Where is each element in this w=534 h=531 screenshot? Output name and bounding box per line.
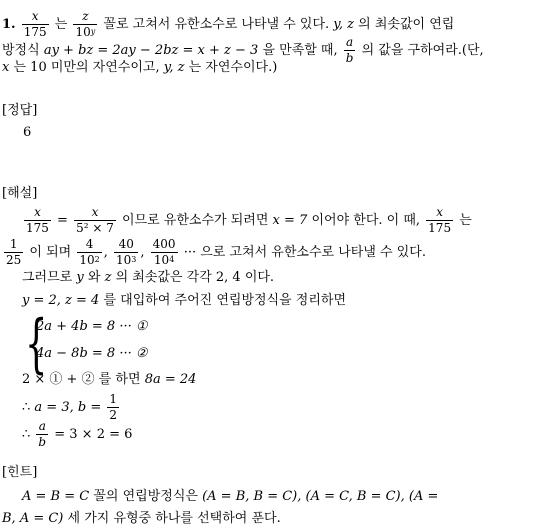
fraction-a-over-b: $\frac{a}{b}$ — [345, 35, 354, 65]
fraction-x-over-175: $\frac{x}{175}$ — [23, 9, 47, 39]
problem-line-1: 1. $\frac{x}{175}$ 는 $\frac{z}{10^y}$ 꼴로 고쳐서 유한소수로 나타낼 수 있다. y, z 의 최솟값이 연립 — [2, 9, 455, 39]
system-equation: ay + bz = 2ay − 2bz = x + z − 3 — [43, 43, 259, 58]
answer-value: 6 — [23, 125, 32, 140]
problem-number: 1. — [2, 17, 16, 32]
solution-line-2: $\frac{1}{25}$ 이 되며 $\frac{4}{10^2}$ , $\frac{40}{10^3}$ , $\frac{400}{10^4}$ ··· 으로 고쳐서 유한소수로 나타낼 수 있다. — [6, 237, 426, 267]
system-brace: { — [25, 307, 48, 381]
solution-line-7: ∴ $\frac{a}{b}$ = 3 × 2 = 6 — [22, 419, 133, 449]
problem-line-3: x 는 10 미만의 자연수이고, y, z 는 자연수이다.) — [2, 60, 278, 75]
system-eq-2: 4a − 8b = 8 ··· ② — [36, 346, 148, 361]
solution-label: [해설] — [2, 186, 38, 201]
hint-line-2: B, A = C) 세 가지 유형중 하나를 선택하여 푼다. — [2, 511, 281, 526]
solution-line-4: y = 2, z = 4 를 대입하여 주어진 연립방정식을 정리하면 — [22, 293, 347, 308]
answer-label: [정답] — [2, 103, 38, 118]
solution-line-6: ∴ a = 3, b = $\frac{1}{2}$ — [22, 392, 117, 422]
hint-line-1: A = B = C 꼴의 연립방정식은 (A = B, B = C), (A = C, B = C), (A = — [22, 489, 439, 504]
fraction-z-over-10y: $\frac{z}{10^y}$ — [75, 9, 96, 39]
solution-line-5: 2 × ① + ② 를 하면 8a = 24 — [22, 372, 197, 387]
hint-label: [힌트] — [2, 465, 38, 480]
solution-line-3: 그러므로 y 와 z 의 최솟값은 각각 2, 4 이다. — [22, 270, 275, 285]
system-eq-1: 2a + 4b = 8 ··· ① — [36, 319, 148, 334]
problem-line-2: 방정식 ay + bz = 2ay − 2bz = x + z − 3 을 만족할 때, $\frac{a}{b}$ 의 값을 구하여라.(단, — [2, 35, 484, 65]
solution-line-1: $\frac{x}{175}$ = $\frac{x}{\text{5² × 7}}$ 이므로 유한소수가 되려면 x = 7 이어야 한다. 이 때, $\frac{x}{175}$ 는 — [26, 205, 472, 235]
